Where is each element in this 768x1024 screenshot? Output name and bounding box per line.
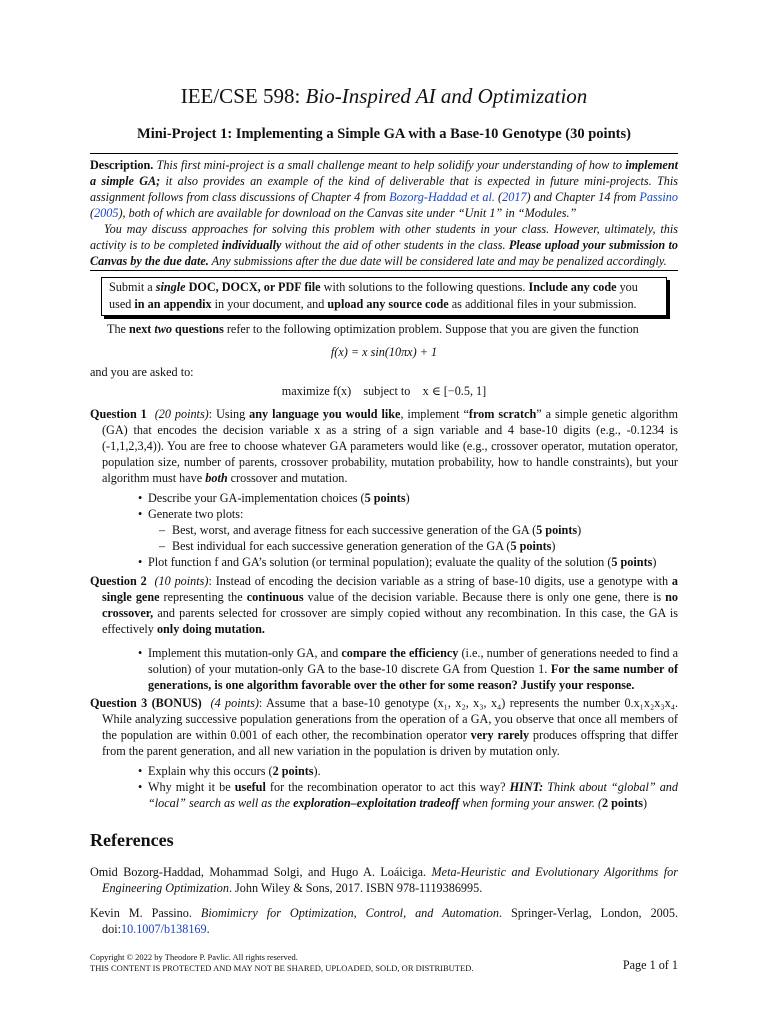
assignment-subtitle: Mini-Project 1: Implementing a Simple GA with a Base-10 Genotype (30 points) [137,126,631,142]
list-item: • Plot function f and GA’s solution (or terminal population); evaluate the quality of the solution (5 points) [138,555,657,569]
references-heading: References [90,830,174,850]
description-block: Description. This first mini-project is a small challenge meant to help solidify your understanding of how to implement a simple GA; it also provides an example of the kind of deliverable that is expected in future mini-projects. This assignment follows from class discussions of Chapter 4 from Bozorg-Haddad et al. (2017) and Chapter 14 from Passino (2005), both of which are available for download on the Canvas site under “Unit 1” in “Modules.” You may discuss approaches for solving this problem with other students in your class. However, ultimately, this activity is to be completed individually without the aid of other students in the class. Please upload your submission to Canvas by the due date. Any submissions after the due date will be considered late and may be penalized accordingly. [90,158,679,268]
sub-list-item: – Best, worst, and average fitness for each successive generation of the GA (5 points) [159,523,582,537]
passino-link[interactable]: Passino [639,190,678,204]
objective-equation: f(x) = x sin(10πx) + 1 [330,345,438,359]
reference-2: Kevin M. Passino. Biomimicry for Optimization, Control, and Automation. Springer-Verlag, London, 2005. doi:10.1007/b138169. [90,906,678,936]
protection-notice: THIS CONTENT IS PROTECTED AND MAY NOT BE SHARED, UPLOADED, SOLD, OR DISTRIBUTED. [90,963,474,973]
sub-list-item: – Best individual for each successive generation generation of the GA (5 points) [159,539,556,553]
list-item: • Explain why this occurs (2 points). [138,764,321,778]
question-3: Question 3 (BONUS) (4 points): Assume that a base-10 genotype (x₁, x₂, x₃, x₄) represents the number 0.x₁x₂x₃x₄. While analyzing successive population generations from the operation of a GA, you observe that once all members of the population are within 0.001 of each other, the recombination operator very rarely produces offspring that differ from the parent generation, and all new variation in the population is driven by mutation only. • Explain why this occurs (2 points). • Why might it be useful for the recombination operator to act this way? HINT: Think about “global” and “local” search as well as the exploration–exploitation tradeoff when forming your answer. (2 points) [90,696,678,810]
list-item: • Generate two plots: [138,507,244,521]
doi-link[interactable]: 10.1007/b138169 [120,922,207,936]
copyright-footer [90,952,473,974]
reference-1: Omid Bozorg-Haddad, Mohammad Solgi, and Hugo A. Loáiciga. Meta-Heuristic and Evolutionary Algorithms for Engineering Optimization. John Wiley & Sons, 2017. ISBN 978-1119386995. [90,865,678,895]
list-item: • Why might it be useful for the recombination operator to act this way? HINT: Think about “global” and “local” search as well as the exploration–exploitation tradeoff when forming your answer. (2 points) [138,780,678,810]
description-rule-bottom [90,270,678,271]
copyright-line: Copyright © 2022 by Theodore P. Pavlic. All rights reserved. [90,952,298,962]
question-1: Question 1 (20 points): Using any language you would like, implement “from scratch” a simple genetic algorithm (GA) that encodes the decision variable x as a string of a sign variable and 4 base-10 digits (e.g., -0.1234 is (-1,1,2,3,4)). You are free to choose whatever GA parameters would like (e.g., crossover operator, mutation operator, population size, number of parents, crossover probability, mutation probability, how to handle constraints), but your algorithm must have both crossover and mutation. • Describe your GA-implementation choices (5 points) • Generate two plots: – Best, worst, and average fitness for each successive generation of the GA (5 points) – Best individual for each successive generation generation of the GA (5 points) • Plot function f and GA’s solution (or terminal population); evaluate the quality of the solution (5 points) [90,407,678,569]
asked-text: and you are asked to: [90,365,194,379]
passino-year-link[interactable]: 2005 [94,206,119,220]
bozorg-haddad-year-link[interactable]: 2017 [502,190,527,204]
page-title [90,84,678,109]
submission-box: Submit a single DOC, DOCX, or PDF file with solutions to the following questions. Include any code you used in an appendix in your document, and upload any source code as additional files in your submission. [101,277,667,316]
list-item: • Implement this mutation-only GA, and compare the efficiency (i.e., number of generations needed to find a solution) of your mutation-only GA to the base-10 discrete GA from Question 1. For the same number of generations, is one algorithm favorable over the other for some reason? Justify your response. [138,646,679,692]
maximize-constraint: maximize f(x) subject to x ∈ [−0.5, 1] [281,384,487,398]
description-rule-top [90,153,678,154]
intro-paragraph: The next two questions refer to the following optimization problem. Suppose that you are given the function [107,322,639,336]
list-item: • Describe your GA-implementation choices (5 points) [138,491,410,505]
bozorg-haddad-link[interactable]: Bozorg-Haddad et al. [389,190,495,204]
course-subject: Bio-Inspired AI and Optimization [305,84,588,108]
question-2: Question 2 (10 points): Instead of encoding the decision variable as a string of base-10 digits, use a genotype with a single gene representing the continuous value of the decision variable. Because there is only one gene, there is no crossover, and parents selected for crossover are simply copied without any recombination. In this case, the GA is effectively only doing mutation. • Implement this mutation-only GA, and compare the efficiency (i.e., number of generations needed to find a solution) of your mutation-only GA to the base-10 discrete GA from Question 1. For the same number of generations, is one algorithm favorable over the other for some reason? Justify your response. [90,574,679,692]
page-number: Page 1 of 1 [622,958,678,972]
course-code: IEE/CSE 598: [180,84,306,108]
